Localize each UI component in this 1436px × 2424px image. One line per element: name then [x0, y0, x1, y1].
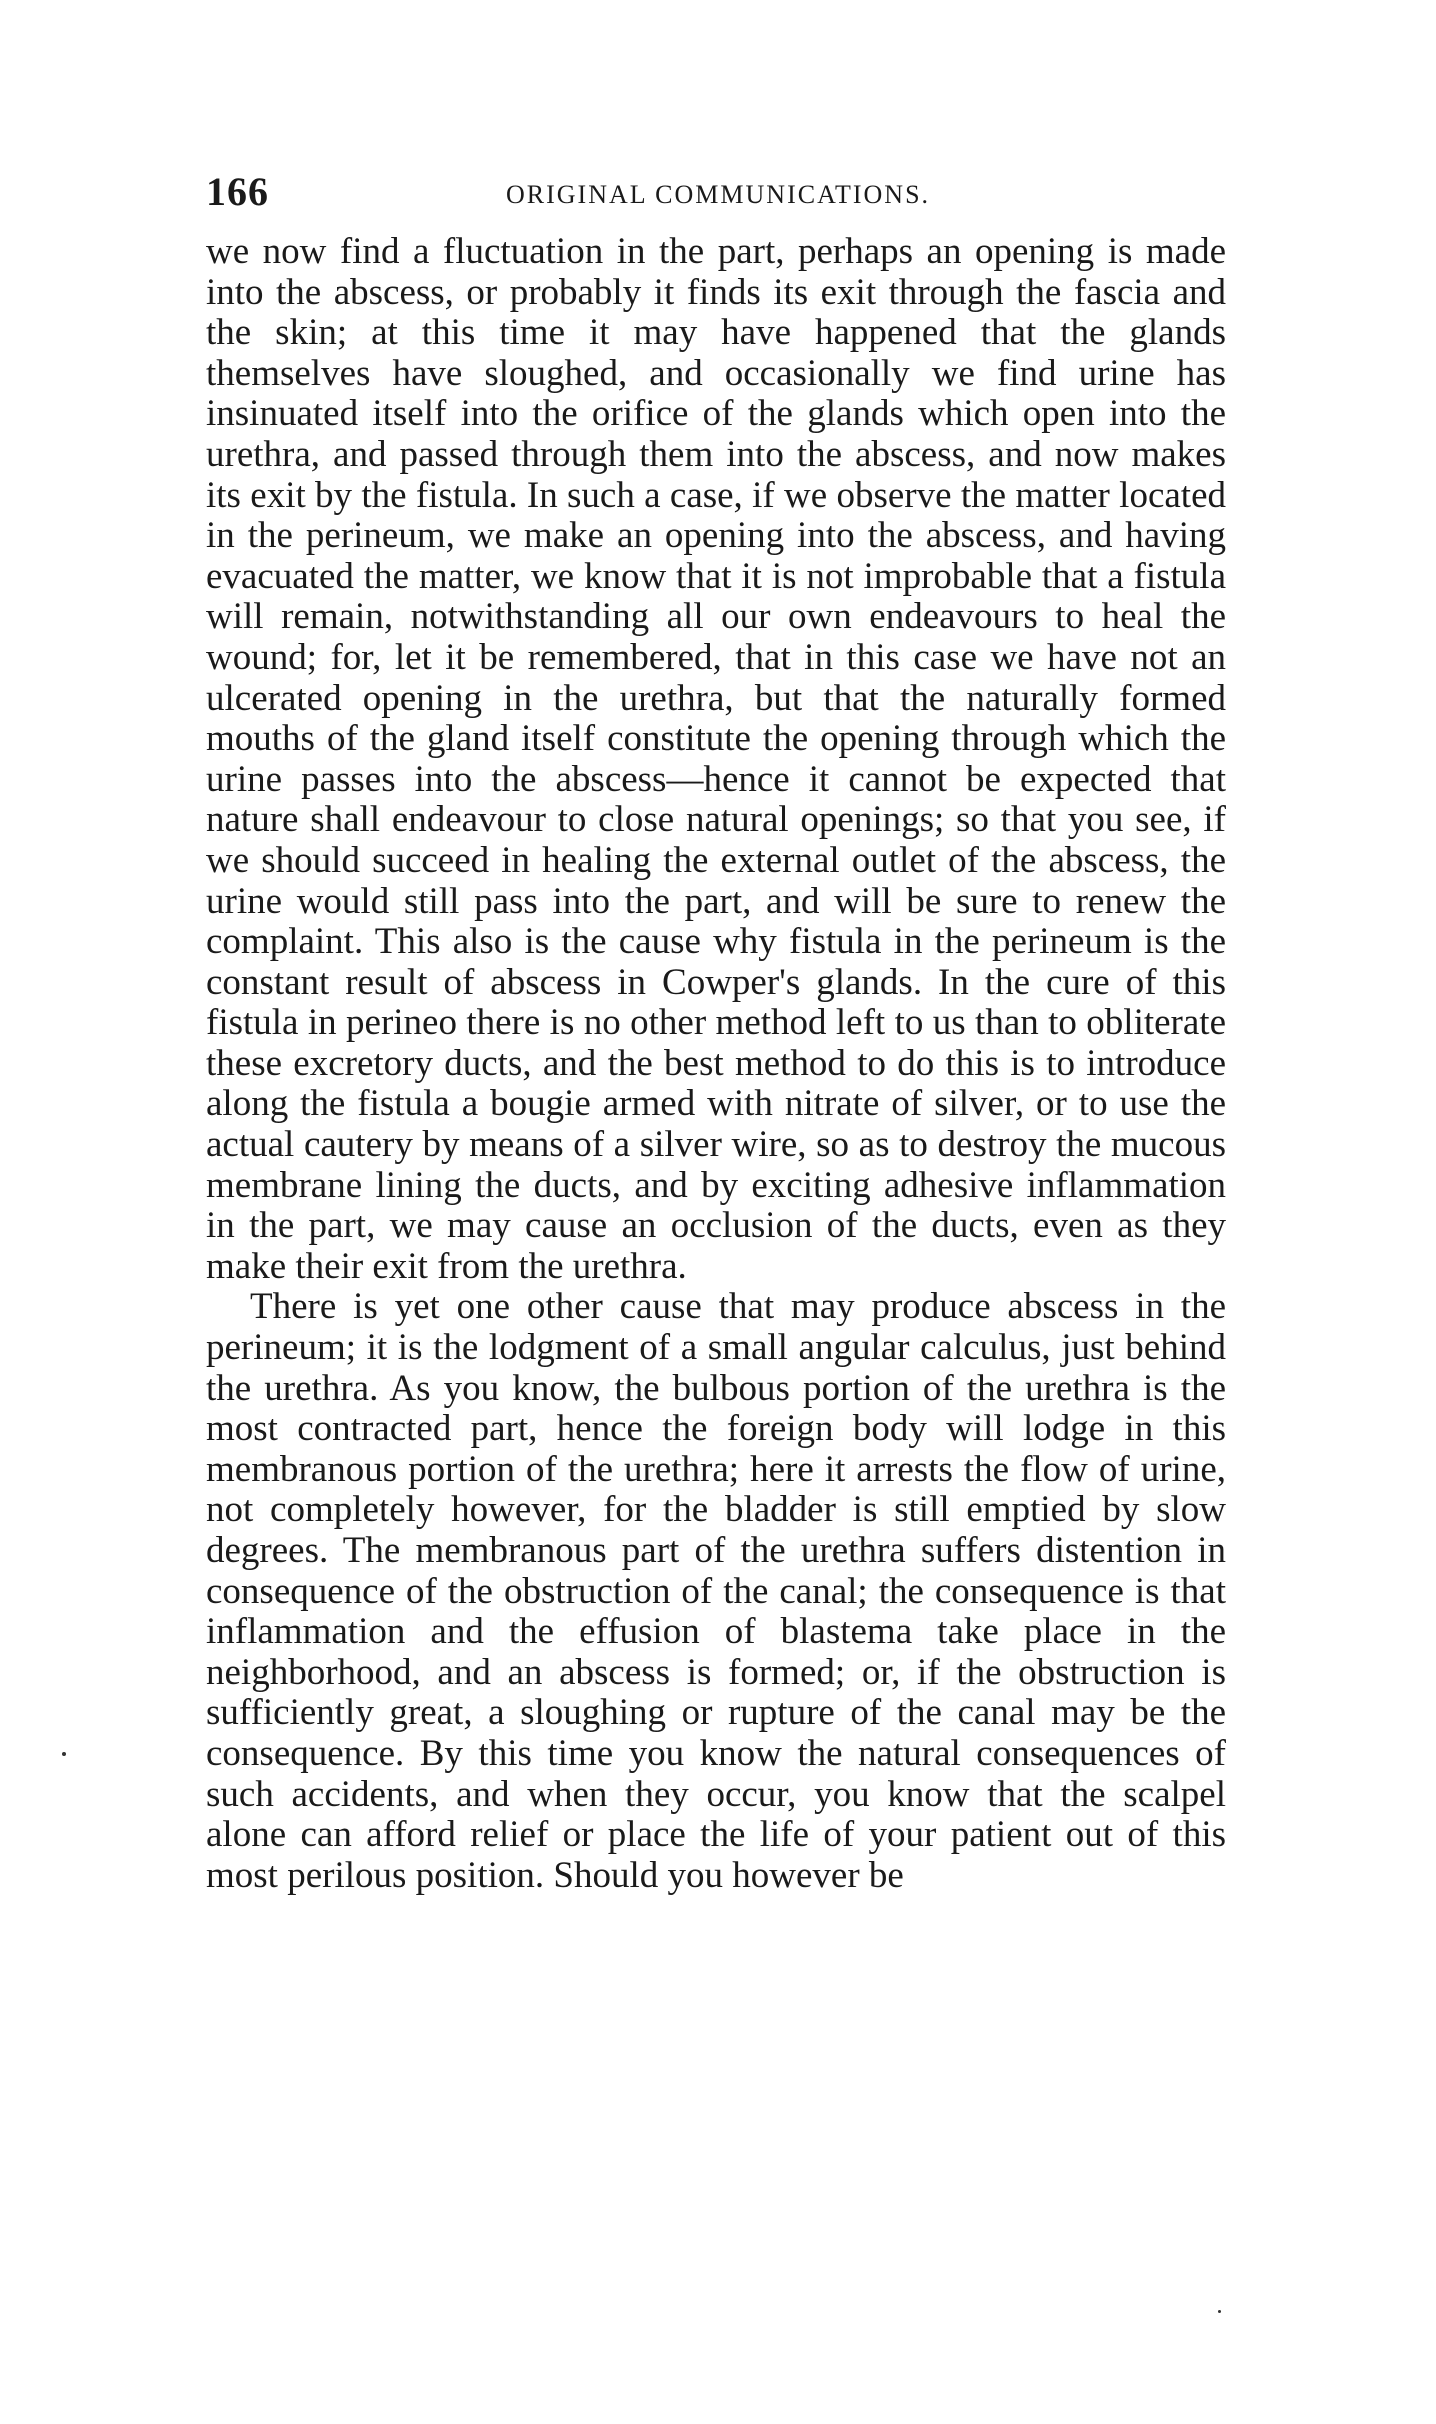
paragraph-2: There is yet one other cause that may produce abscess in the perineum; it is the lodgment of a small angular calculus, just behind the urethra. As you know, the bulbous portion of the urethra is the most contracted part, hence the foreign body will lodge in this membranous portion of the urethra; here it arrests the flow of urine, not completely however, for the bladder is still emptied by slow degrees. The membranous part of the urethra suffers distention in consequence of the obstruction of the canal; the consequence is that inflammation and the effusion of blastema take place in the neighborhood, and an abscess is formed; or, if the obstruction is sufficiently great, a sloughing or rupture of the canal may be the consequence. By this time you know the natural consequences of such accidents, and when they occur, you know that the scalpel alone can afford relief or place the life of your patient out of this most perilous position. Should you however be: [206, 1286, 1226, 1896]
print-speck: [62, 1752, 66, 1756]
paragraph-1: we now find a fluctuation in the part, perhaps an opening is made into the abscess, or probably it finds its exit through the fascia and the skin; at this time it may have happened that the glands themselves have sloughed, and occasionally we find urine has insinuated itself into the orifice of the glands which open into the urethra, and passed through them into the abscess, and now makes its exit by the fistula. In such a case, if we observe the matter located in the perineum, we make an opening into the abscess, and having evacuated the matter, we know that it is not improbable that a fistula will remain, notwithstanding all our own endeavours to heal the wound; for, let it be remembered, that in this case we have not an ulcerated opening in the urethra, but that the naturally formed mouths of the gland itself constitute the opening through which the urine passes into the abscess—hence it cannot be expected that nature shall endeavour to close natural openings; so that you see, if we should succeed in healing the external outlet of the abscess, the urine would still pass into the part, and will be sure to renew the complaint. This also is the cause why fistula in the perineum is the constant result of abscess in Cowper's glands. In the cure of this fistula in perineo there is no other method left to us than to obliterate these excretory ducts, and the best method to do this is to introduce along the fistula a bougie armed with nitrate of silver, or to use the actual cautery by means of a silver wire, so as to destroy the mucous membrane lining the ducts, and by exciting adhesive inflammation in the part, we may cause an occlusion of the ducts, even as they make their exit from the urethra.: [206, 231, 1226, 1287]
running-head: ORIGINAL COMMUNICATIONS.: [506, 180, 931, 209]
body-text: [206, 232, 1226, 1896]
page-number: 166: [206, 169, 269, 214]
print-speck: [1218, 2310, 1221, 2313]
page-header: [206, 168, 1226, 218]
